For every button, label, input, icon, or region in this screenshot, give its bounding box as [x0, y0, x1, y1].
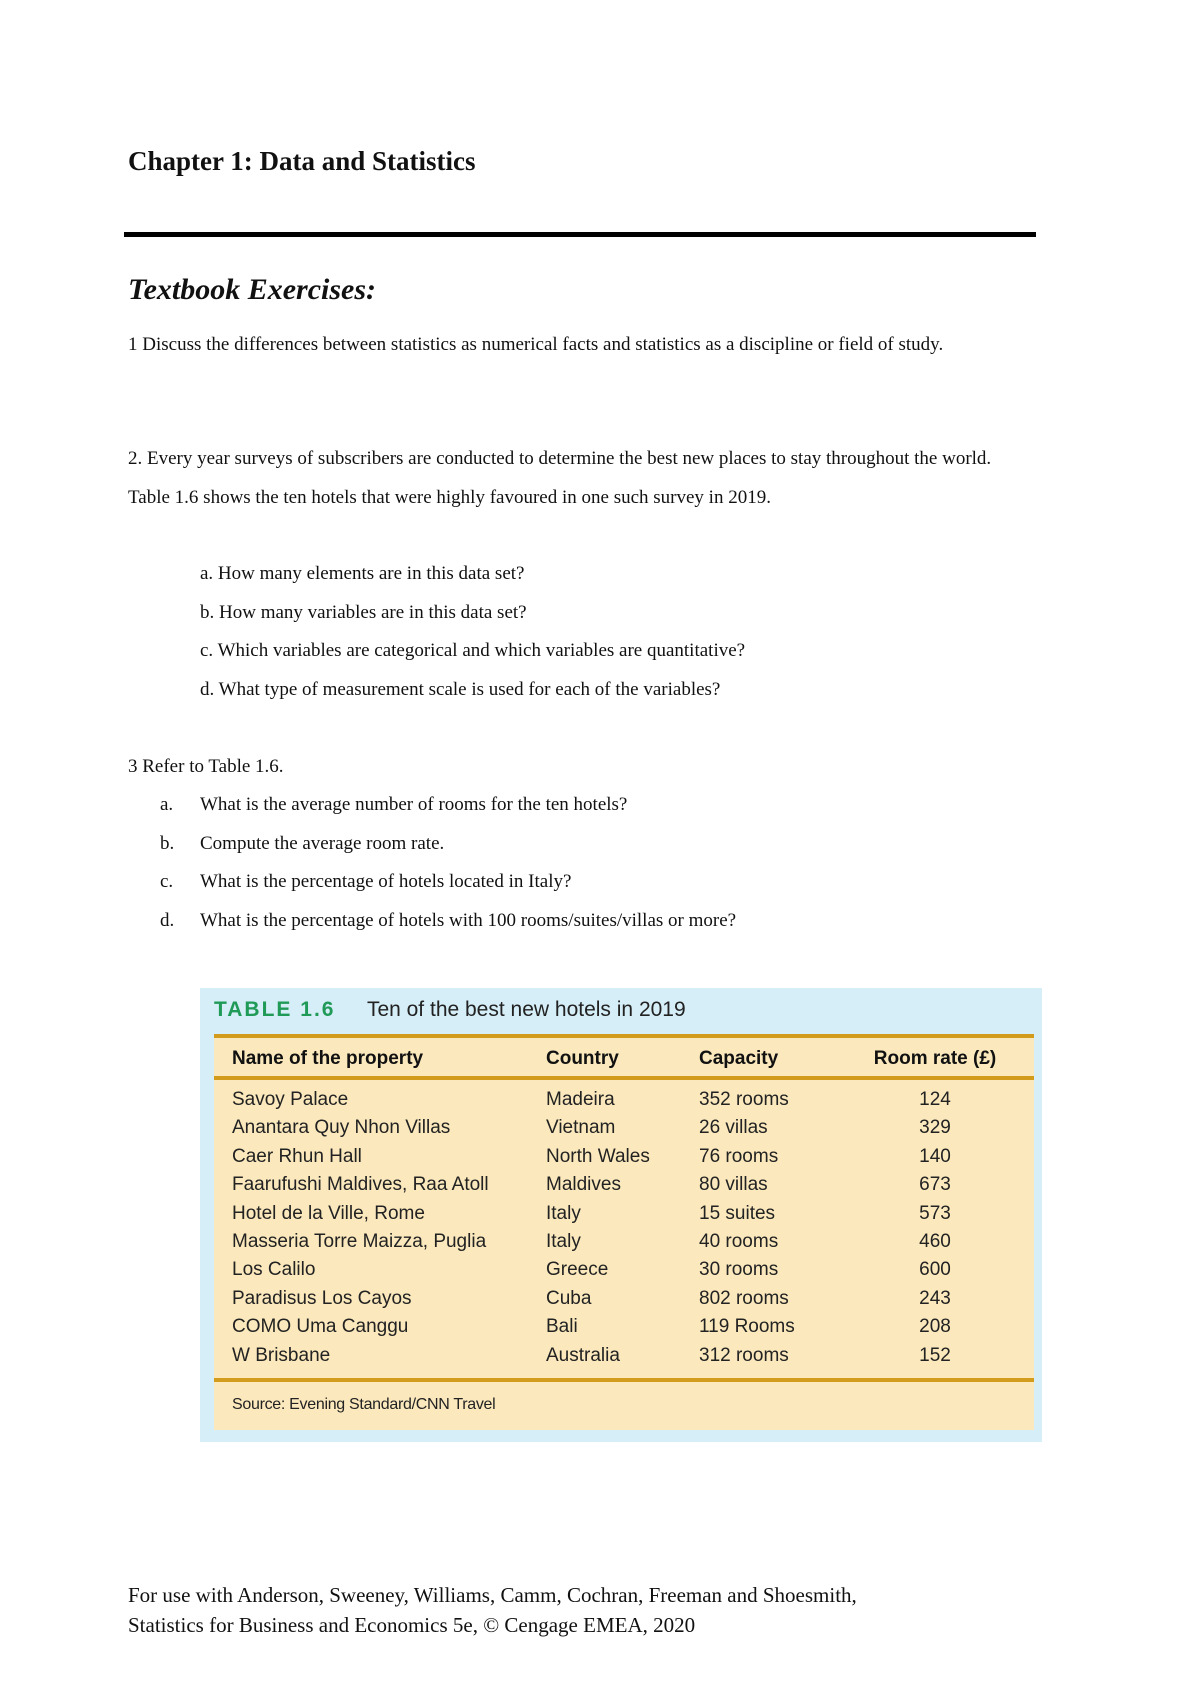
cell-capacity: 80 villas [699, 1174, 768, 1196]
cell-room-rate: 600 [919, 1259, 951, 1281]
list-marker: d. [160, 909, 175, 931]
horizontal-rule [124, 232, 1036, 237]
exercise-3-question-b [160, 825, 736, 864]
exercise-3-question-d [160, 902, 736, 941]
exercise-2-question-c: c. Which variables are categorical and which variables are quantitative? [200, 640, 746, 661]
exercise-2-text: 2. Every year surveys of subscribers are conducted to determine the best new places to stay throughout the world. Table 1.6 shows the ten hotels that were highly favoured in one such survey in 2019. [128, 448, 992, 508]
table-row [214, 1342, 1034, 1370]
cell-capacity: 119 Rooms [699, 1316, 795, 1338]
cell-name: Masseria Torre Maizza, Puglia [232, 1230, 487, 1252]
exercise-3-question-a [160, 786, 736, 825]
cell-country: Vietnam [546, 1117, 616, 1139]
cell-capacity: 26 villas [699, 1117, 768, 1139]
exercise-3-text: 3 Refer to Table 1.6. [128, 756, 284, 777]
cell-room-rate: 208 [919, 1316, 951, 1338]
header-capacity: Capacity [699, 1048, 779, 1069]
table-row [214, 1200, 1034, 1228]
table-row [214, 1228, 1034, 1256]
table-source: Source: Evening Standard/CNN Travel [232, 1396, 496, 1413]
table-row [214, 1313, 1034, 1341]
cell-room-rate: 124 [919, 1089, 951, 1110]
page-footer [128, 1580, 857, 1640]
list-marker: a. [160, 794, 174, 815]
cell-room-rate: 460 [919, 1230, 951, 1252]
cell-room-rate: 243 [919, 1287, 951, 1309]
cell-name: Savoy Palace [232, 1089, 349, 1110]
header-room-rate: Room rate (£) [873, 1048, 997, 1069]
exercise-3-questions [160, 786, 736, 940]
chapter-title: Chapter 1: Data and Statistics [128, 146, 476, 176]
cell-name: Hotel de la Ville, Rome [232, 1202, 425, 1224]
cell-country: Maldives [546, 1174, 621, 1196]
footer-line-1: For use with Anderson, Sweeney, Williams, Camm, Cochran, Freeman and Shoesmith, [128, 1583, 857, 1607]
cell-name: Anantara Quy Nhon Villas [232, 1117, 451, 1139]
cell-room-rate: 673 [919, 1174, 951, 1196]
table-caption-text: Ten of the best new hotels in 2019 [366, 998, 686, 1021]
question-text: Compute the average room rate. [200, 832, 445, 854]
section-heading: Textbook Exercises: [128, 273, 377, 306]
header-name: Name of the property [232, 1048, 424, 1069]
table-row [214, 1171, 1034, 1199]
exercise-2-question-b: b. How many variables are in this data set? [200, 601, 527, 623]
hotel-table-figure [200, 988, 1042, 1442]
cell-country: Cuba [546, 1287, 592, 1309]
table-row [214, 1086, 1034, 1114]
header-country: Country [546, 1048, 619, 1069]
cell-capacity: 40 rooms [699, 1230, 779, 1252]
cell-country: North Wales [546, 1145, 650, 1167]
cell-name: Faarufushi Maldives, Raa Atoll [232, 1174, 489, 1196]
hotel-table [214, 1034, 1034, 1430]
cell-name: Paradisus Los Cayos [232, 1287, 412, 1309]
cell-country: Italy [546, 1230, 581, 1252]
table-body [214, 1086, 1034, 1370]
cell-name: COMO Uma Canggu [232, 1316, 409, 1338]
table-bottom-rule [214, 1378, 1034, 1382]
table-row [214, 1114, 1034, 1142]
cell-room-rate: 329 [919, 1117, 951, 1139]
question-text: What is the percentage of hotels with 100 rooms/suites/villas or more? [200, 909, 737, 931]
cell-capacity: 76 rooms [699, 1145, 779, 1167]
footer-line-2: Statistics for Business and Economics 5e, © Cengage EMEA, 2020 [128, 1613, 696, 1637]
table-header-row [214, 1044, 1034, 1078]
cell-country: Madeira [546, 1089, 615, 1110]
cell-room-rate: 140 [919, 1145, 951, 1167]
cell-country: Italy [546, 1202, 581, 1224]
cell-country: Australia [546, 1344, 620, 1366]
table-top-rule [214, 1034, 1034, 1038]
table-row [214, 1285, 1034, 1313]
cell-room-rate: 573 [919, 1202, 951, 1224]
table-row [214, 1143, 1034, 1171]
cell-room-rate: 152 [919, 1344, 951, 1366]
cell-capacity: 312 rooms [699, 1344, 789, 1366]
exercise-2-questions [200, 555, 745, 709]
cell-country: Bali [546, 1316, 578, 1338]
table-row [214, 1256, 1034, 1284]
table-caption [214, 998, 686, 1022]
question-text: What is the average number of rooms for the ten hotels? [200, 794, 628, 815]
table-label: TABLE 1.6 [214, 998, 336, 1021]
exercise-1-text: 1 Discuss the differences between statistics as numerical facts and statistics as a discipline or field of study. [128, 334, 944, 355]
list-marker: b. [160, 832, 175, 854]
exercise-2-question-d: d. What type of measurement scale is used for each of the variables? [200, 678, 721, 700]
cell-capacity: 352 rooms [699, 1089, 789, 1110]
cell-name: Los Calilo [232, 1259, 316, 1281]
cell-capacity: 15 suites [699, 1202, 776, 1224]
list-marker: c. [160, 871, 174, 892]
cell-name: W Brisbane [232, 1344, 331, 1366]
cell-country: Greece [546, 1259, 609, 1281]
table-header-rule [214, 1076, 1034, 1080]
cell-name: Caer Rhun Hall [232, 1145, 362, 1167]
exercise-2-question-a: a. How many elements are in this data set? [200, 563, 525, 584]
cell-capacity: 802 rooms [699, 1287, 789, 1309]
cell-capacity: 30 rooms [699, 1259, 779, 1281]
question-text: What is the percentage of hotels located in Italy? [200, 871, 572, 892]
exercise-3-question-c [160, 863, 736, 902]
